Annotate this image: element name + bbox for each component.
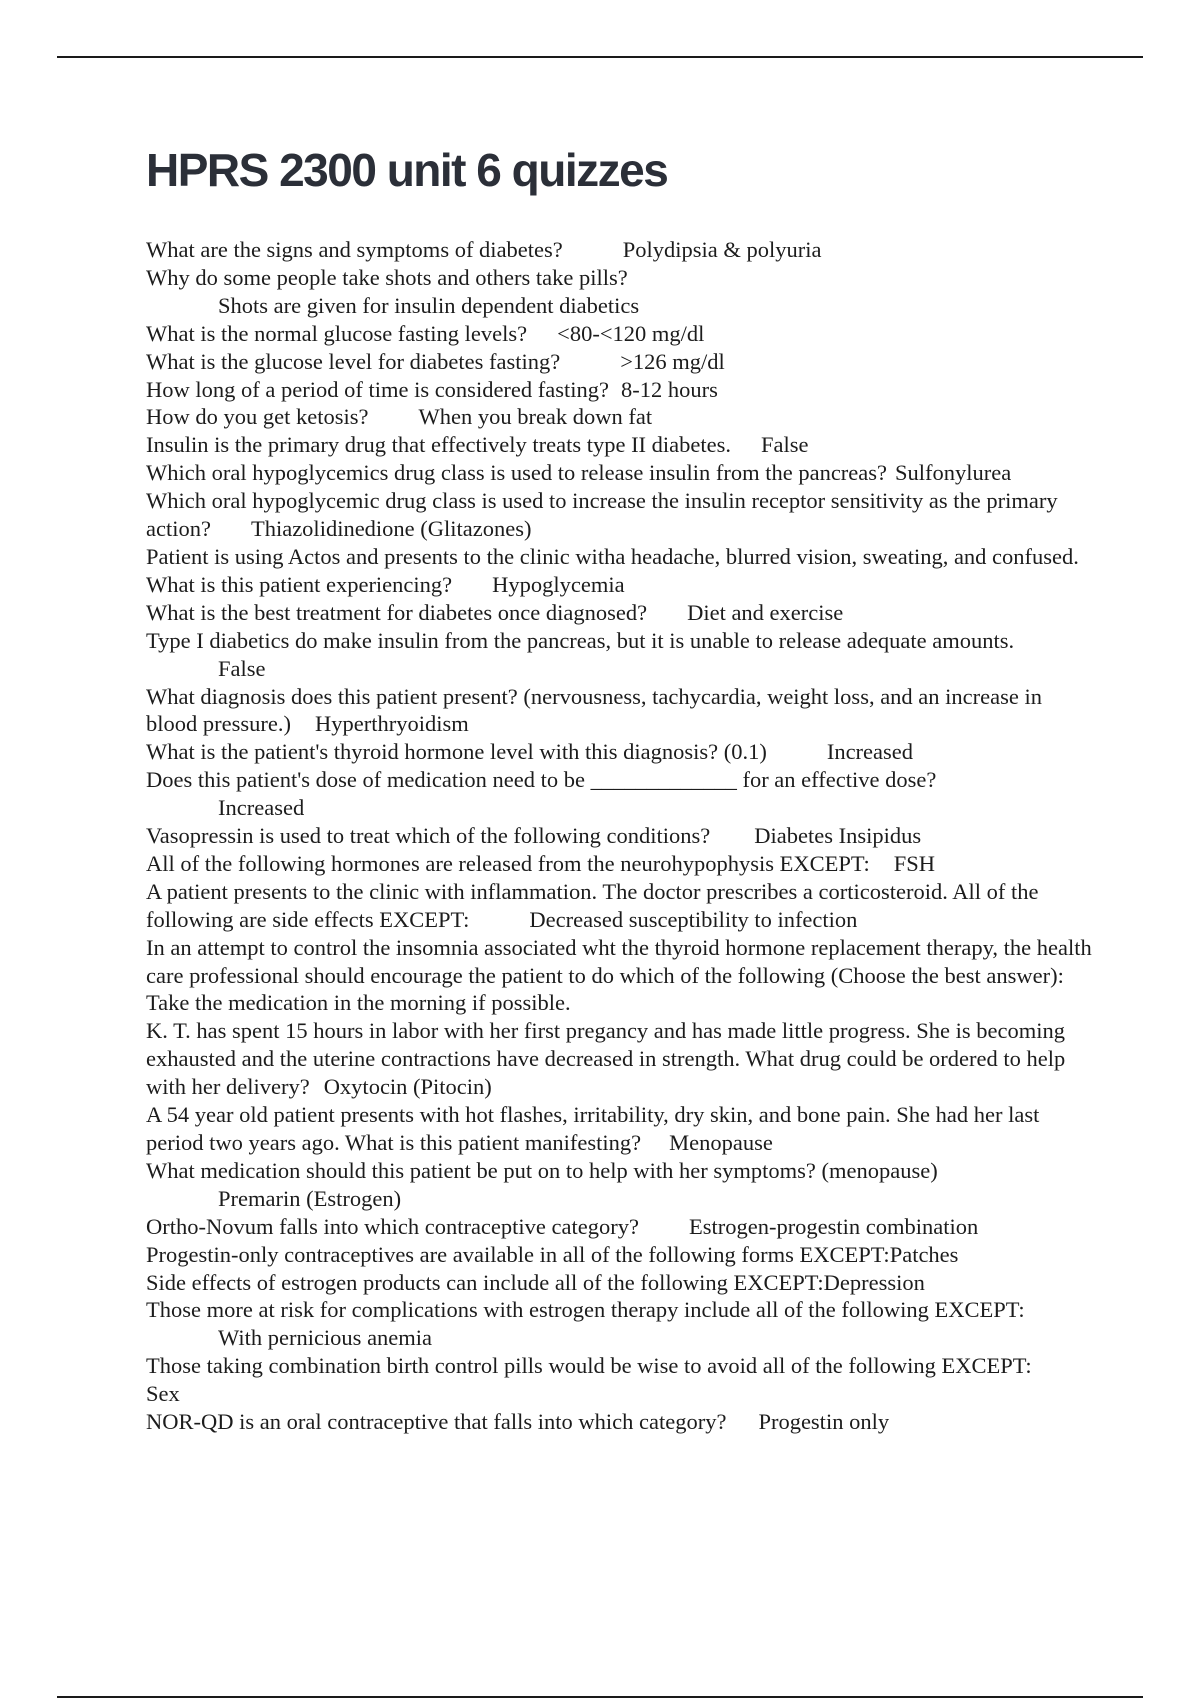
answer-text: <80-<120 mg/dl: [557, 320, 705, 346]
question-text: What is the patient's thyroid hormone level with this diagnosis? (0.1): [146, 739, 767, 765]
question-text: Ortho-Novum falls into which contraceptive category?: [146, 1213, 639, 1239]
qa-item: [146, 487, 1096, 543]
page-title: HPRS 2300 unit 6 quizzes: [146, 144, 668, 196]
qa-item: [146, 320, 1096, 348]
question-text: A patient presents to the clinic with inflammation. The doctor prescribes a corticosteroid. All of the following are side effects EXCEPT:: [146, 878, 1039, 932]
answer-text: Increased: [218, 795, 305, 821]
answer-text: Depression: [823, 1269, 925, 1295]
document-body: [146, 140, 1096, 1436]
question-text: Why do some people take shots and others take pills?: [146, 264, 628, 290]
question-text: Side effects of estrogen products can include all of the following EXCEPT:: [146, 1269, 824, 1295]
question-text: K. T. has spent 15 hours in labor with her first pregancy and has made little progress. She is becoming exhausted and the uterine contractions have decreased in strength. What drug could be ordered to help with her delivery?: [146, 1018, 1066, 1100]
qa-item: [146, 403, 1096, 431]
question-text: What medication should this patient be put on to help with her symptoms? (menopause): [146, 1157, 938, 1183]
question-text: Does this patient's dose of medication need to be _____________ for an effective dose?: [146, 767, 937, 793]
answer-text: Sulfonylurea: [895, 460, 1012, 486]
answer-text: When you break down fat: [418, 404, 653, 430]
answer-text: False: [218, 655, 266, 681]
qa-item: [146, 1017, 1096, 1101]
question-text: Those more at risk for complications with estrogen therapy include all of the following EXCEPT:: [146, 1297, 1025, 1323]
question-text: Type I diabetics do make insulin from the pancreas, but it is unable to release adequate amounts.: [146, 627, 1015, 653]
answer-text: Decreased susceptibility to infection: [529, 906, 858, 932]
answer-text: Patches: [889, 1241, 959, 1267]
question-text: A 54 year old patient presents with hot flashes, irritability, dry skin, and bone pain. She had her last period two years ago. What is this patient manifesting?: [146, 1102, 1040, 1155]
answer-text: Premarin (Estrogen): [218, 1185, 402, 1211]
question-text: Progestin-only contraceptives are available in all of the following forms EXCEPT:: [146, 1241, 890, 1267]
question-text: How do you get ketosis?: [146, 404, 369, 430]
qa-item: [146, 376, 1096, 404]
qa-item: [146, 738, 1096, 766]
answer-text: Menopause: [669, 1130, 773, 1155]
qa-item: [146, 348, 1096, 376]
question-text: In an attempt to control the insomnia associated wht the thyroid hormone replacement therapy, the health care professional should encourage the patient to do which of the following (Choose the best answer):: [146, 934, 1092, 988]
qa-item: [146, 1352, 1096, 1408]
qa-item: [146, 850, 1096, 878]
qa-item: [146, 1296, 1096, 1352]
question-text: Patient is using Actos and presents to the clinic witha headache, blurred vision, sweating, and confused. What is this patient experiencing?: [146, 543, 1079, 597]
answer-text: Thiazolidinedione (Glitazones): [250, 516, 532, 542]
answer-text: Diet and exercise: [687, 599, 844, 625]
question-text: What is the best treatment for diabetes once diagnosed?: [146, 599, 648, 625]
qa-item: [146, 1241, 1096, 1269]
qa-item: [146, 766, 1096, 822]
answer-text: Estrogen-progestin combination: [688, 1213, 979, 1239]
answer-text: False: [761, 432, 809, 458]
question-text: What is the normal glucose fasting levels?: [146, 320, 528, 346]
top-rule: [57, 56, 1143, 58]
qa-item: [146, 1213, 1096, 1241]
answer-text: Increased: [826, 739, 914, 765]
qa-item: [146, 878, 1096, 934]
question-text: All of the following hormones are released from the neurohypophysis EXCEPT:: [146, 850, 870, 876]
qa-item: [146, 822, 1096, 850]
qa-item: [146, 599, 1096, 627]
question-text: How long of a period of time is considered fasting?: [146, 376, 610, 402]
qa-item: [146, 431, 1096, 459]
answer-text: FSH: [893, 850, 936, 876]
qa-item: [146, 1157, 1096, 1213]
answer-text: 8-12 hours: [621, 376, 718, 402]
question-text: NOR-QD is an oral contraceptive that falls into which category?: [146, 1409, 727, 1435]
qa-item: [146, 236, 1096, 264]
question-text: Those taking combination birth control pills would be wise to avoid all of the following EXCEPT:: [146, 1353, 1032, 1379]
answer-text: Hypoglycemia: [492, 571, 625, 597]
question-text: What is the glucose level for diabetes fasting?: [146, 348, 561, 374]
qa-item: [146, 1101, 1096, 1157]
answer-text: Progestin only: [758, 1409, 890, 1435]
question-text: Insulin is the primary drug that effectively treats type II diabetes.: [146, 432, 732, 458]
qa-item: [146, 459, 1096, 487]
question-text: What are the signs and symptoms of diabetes?: [146, 237, 563, 262]
answer-text: Take the medication in the morning if possible.: [146, 990, 571, 1016]
question-text: Vasopressin is used to treat which of the following conditions?: [146, 823, 711, 849]
qa-item: [146, 543, 1096, 599]
answer-text: With pernicious anemia: [218, 1325, 433, 1351]
answer-text: Hyperthryoidism: [314, 711, 469, 737]
answer-text: Shots are given for insulin dependent diabetics: [218, 292, 640, 318]
question-text: Which oral hypoglycemic drug class is used to increase the insulin receptor sensitivity as the primary action?: [146, 488, 1058, 542]
qa-item: [146, 1269, 1096, 1297]
answer-text: Diabetes Insipidus: [754, 823, 922, 849]
question-text: What diagnosis does this patient present? (nervousness, tachycardia, weight loss, and an increase in blood pressure.): [146, 683, 1042, 737]
bottom-rule: [57, 1696, 1143, 1698]
qa-item: [146, 1408, 1096, 1436]
qa-item: [146, 627, 1096, 683]
answer-text: Oxytocin (Pitocin): [323, 1074, 492, 1100]
qa-item: [146, 683, 1096, 739]
answer-text: >126 mg/dl: [620, 348, 725, 374]
answer-text: Sex: [146, 1381, 180, 1407]
question-text: Which oral hypoglycemics drug class is used to release insulin from the pancreas?: [146, 460, 888, 486]
qa-list: [146, 236, 1096, 1436]
qa-item: [146, 264, 1096, 320]
qa-item: [146, 934, 1096, 1018]
answer-text: Polydipsia & polyuria: [622, 237, 822, 262]
